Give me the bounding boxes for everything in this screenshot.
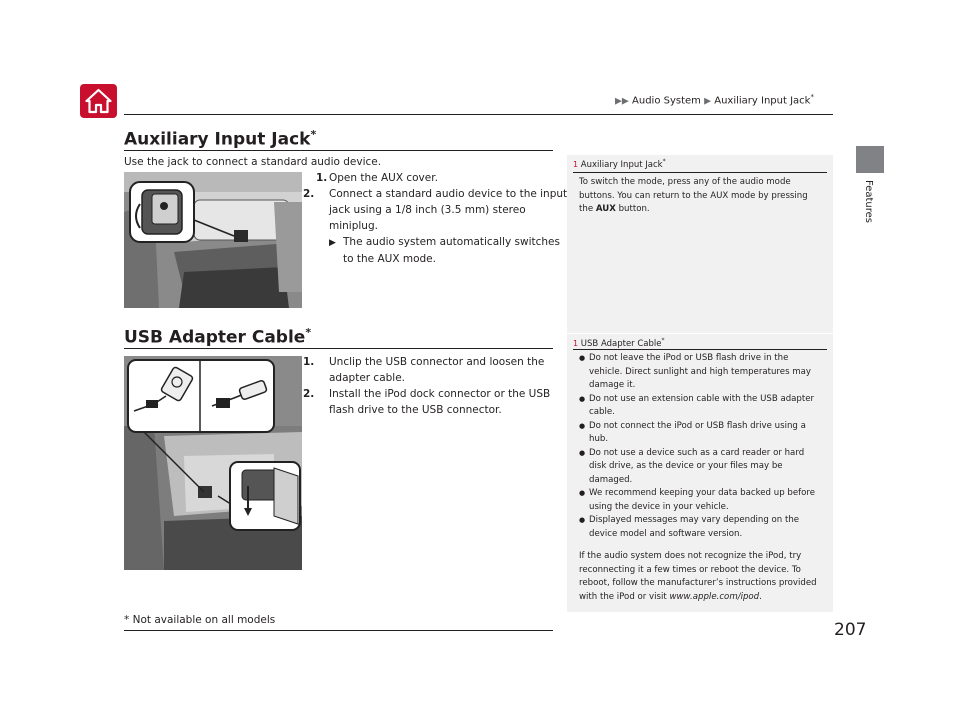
step-text: Install the iPod dock connector or the USB flash drive to the USB connector. [329, 388, 551, 416]
step-number: 1. [303, 356, 315, 368]
side-tab-marker[interactable] [856, 146, 884, 173]
aux-heading-text: Auxiliary Input Jack [124, 129, 311, 150]
aux-button-label: AUX [595, 204, 616, 214]
page-number: 207 [834, 620, 867, 640]
aux-jack-photo [124, 172, 302, 308]
footnote-star: * [662, 158, 666, 165]
apple-url-link[interactable]: www.apple.com/ipod [669, 591, 760, 602]
aux-note-text-end: button. [615, 204, 650, 214]
aux-intro: Use the jack to connect a standard audio device. [124, 156, 382, 168]
usb-note-body [579, 352, 823, 604]
footnote-star: * [661, 337, 665, 344]
step-text: Unclip the USB connector and loosen the adapter cable. [329, 356, 545, 384]
breadcrumb-section[interactable]: Audio System [632, 95, 701, 107]
usb-note-title [573, 337, 665, 349]
footnote-rule [124, 630, 553, 631]
home-icon[interactable] [80, 84, 117, 118]
usb-note-bullet: ● Do not use an extension cable with the USB adapter cable. [579, 393, 823, 420]
footnote-star: * [810, 93, 814, 101]
usb-cable-photo [124, 356, 302, 570]
result-arrow-icon: ▶ [329, 238, 336, 248]
step-number: 1. [316, 172, 328, 184]
aux-heading-rule [124, 150, 553, 151]
breadcrumb [615, 93, 814, 106]
step-text: Connect a standard audio device to the input jack using a 1/8 inch (3.5 mm) stereo miniplug. [329, 188, 568, 232]
aux-note-body [579, 176, 823, 217]
usb-note-bullet: ● Do not leave the iPod or USB flash drive in the vehicle. Direct sunlight and high temperatures may damage it. [579, 352, 823, 393]
note-icon: 1 [573, 159, 579, 169]
usb-note-bullet: ● Do not connect the iPod or USB flash drive using a hub. [579, 420, 823, 447]
usb-step-2 [303, 386, 569, 418]
aux-step-1 [316, 170, 556, 186]
usb-heading-rule [124, 348, 553, 349]
aux-note-title-text: Auxiliary Input Jack [580, 159, 663, 170]
breadcrumb-subsection[interactable]: Auxiliary Input Jack [714, 95, 811, 107]
usb-note-paragraph-end: . [759, 591, 762, 602]
aux-note-title [573, 158, 666, 170]
header-rule [124, 114, 833, 115]
usb-note-paragraph [579, 550, 823, 604]
step-text: Open the AUX cover. [329, 172, 438, 184]
aux-heading [124, 128, 316, 150]
breadcrumb-arrows-icon: ▶▶ [615, 96, 629, 107]
aux-note-rule [573, 172, 827, 173]
breadcrumb-separator-icon: ▶ [704, 96, 712, 107]
usb-note-rule [573, 349, 827, 350]
side-tab-text: Features [863, 180, 874, 223]
usb-note-paragraph-text: If the audio system does not recognize the iPod, try reconnecting it a few times or reboot the device. To reboot, follow the manufacturer’s instructions provided with the iPod or visit [579, 551, 817, 602]
usb-note-box [567, 334, 833, 612]
house-icon [85, 88, 112, 114]
side-tab-label [862, 180, 878, 270]
usb-heading [124, 326, 311, 348]
aux-note-box [567, 155, 833, 333]
usb-heading-text: USB Adapter Cable [124, 327, 306, 348]
note-icon: 1 [573, 338, 579, 348]
usb-step-1 [303, 354, 569, 386]
step-number: 2. [303, 188, 315, 200]
step-number: 2. [303, 388, 315, 400]
aux-step-result [329, 234, 570, 267]
footnote-star: * [310, 128, 317, 141]
usb-note-title-text: USB Adapter Cable [580, 338, 662, 349]
usb-note-bullet: ● We recommend keeping your data backed up before using the device in your vehicle. [579, 487, 823, 514]
usb-note-bullet: ● Do not use a device such as a card reader or hard disk drive, as the device or your files may be damaged. [579, 447, 823, 488]
aux-step-2 [303, 186, 569, 234]
aux-note-text: To switch the mode, press any of the audio mode buttons. You can return to the AUX mode by pressing the [579, 177, 808, 214]
usb-note-bullet: ● Displayed messages may vary depending on the device model and software version. [579, 514, 823, 541]
result-text: The audio system automatically switches to the AUX mode. [343, 236, 560, 265]
footnote-star: * [305, 326, 312, 339]
footnote: * Not available on all models [124, 614, 276, 626]
